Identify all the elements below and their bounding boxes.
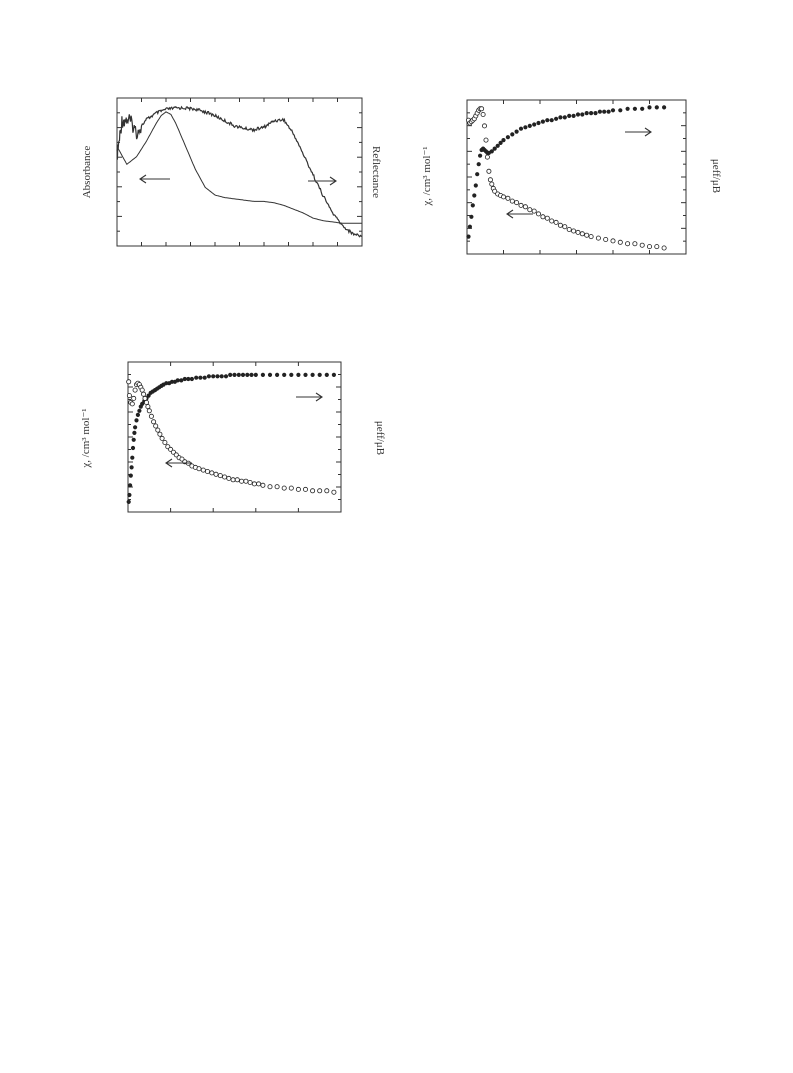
data-point-open bbox=[558, 223, 562, 227]
series-group bbox=[466, 105, 666, 250]
data-point-filled bbox=[130, 465, 134, 469]
data-point-filled bbox=[215, 374, 219, 378]
data-point-filled bbox=[563, 115, 567, 119]
series-group bbox=[127, 373, 336, 504]
data-point-filled bbox=[282, 373, 286, 377]
data-point-filled bbox=[127, 493, 131, 497]
data-point-filled bbox=[515, 130, 519, 134]
data-point-open bbox=[154, 424, 158, 428]
data-point-filled bbox=[585, 111, 589, 115]
data-point-filled bbox=[249, 373, 253, 377]
data-point-open bbox=[519, 203, 523, 207]
data-point-filled bbox=[132, 438, 136, 442]
data-point-open bbox=[640, 243, 644, 247]
data-point-open bbox=[218, 474, 222, 478]
data-point-open bbox=[257, 482, 261, 486]
data-point-filled bbox=[268, 373, 272, 377]
y-axis-label-left: χ, /cm³ mol⁻¹ bbox=[80, 408, 92, 468]
data-point-filled bbox=[580, 112, 584, 116]
data-point-open bbox=[325, 489, 329, 493]
data-point-open bbox=[528, 208, 532, 212]
data-point-filled bbox=[220, 374, 224, 378]
absorbance-series-line bbox=[117, 112, 362, 223]
y-axis-label-right: μeff/μB bbox=[710, 158, 722, 194]
data-point-open bbox=[163, 440, 167, 444]
data-point-filled bbox=[296, 373, 300, 377]
data-point-open bbox=[490, 182, 494, 186]
data-point-open bbox=[296, 487, 300, 491]
data-point-open bbox=[484, 138, 488, 142]
data-point-filled bbox=[466, 235, 470, 239]
data-point-filled bbox=[136, 413, 140, 417]
data-point-open bbox=[585, 233, 589, 237]
data-point-filled bbox=[176, 378, 180, 382]
data-point-open bbox=[536, 212, 540, 216]
data-point-filled bbox=[576, 112, 580, 116]
data-point-filled bbox=[207, 374, 211, 378]
data-point-open bbox=[133, 388, 137, 392]
data-point-open bbox=[501, 195, 505, 199]
data-point-filled bbox=[237, 373, 241, 377]
data-point-open bbox=[318, 489, 322, 493]
data-point-open bbox=[248, 480, 252, 484]
data-point-filled bbox=[523, 125, 527, 129]
data-point-filled bbox=[245, 373, 249, 377]
data-point-open bbox=[567, 227, 571, 231]
data-point-open bbox=[147, 409, 151, 413]
data-point-filled bbox=[593, 111, 597, 115]
data-point-open bbox=[332, 490, 336, 494]
data-point-filled bbox=[130, 456, 134, 460]
data-point-open bbox=[303, 487, 307, 491]
data-point-open bbox=[647, 245, 651, 249]
data-point-filled bbox=[332, 373, 336, 377]
data-point-open bbox=[201, 468, 205, 472]
data-point-filled bbox=[626, 107, 630, 111]
data-point-open bbox=[572, 229, 576, 233]
data-point-filled bbox=[558, 115, 562, 119]
data-point-filled bbox=[194, 376, 198, 380]
data-point-filled bbox=[510, 132, 514, 136]
data-point-open bbox=[626, 242, 630, 246]
data-point-open bbox=[510, 199, 514, 203]
data-point-open bbox=[227, 476, 231, 480]
data-point-open bbox=[485, 155, 489, 159]
data-point-open bbox=[132, 396, 136, 400]
plot-frame bbox=[117, 98, 362, 246]
data-point-filled bbox=[311, 373, 315, 377]
data-point-filled bbox=[567, 114, 571, 118]
data-point-filled bbox=[602, 110, 606, 114]
data-point-filled bbox=[127, 500, 131, 504]
data-point-filled bbox=[477, 162, 481, 166]
data-point-open bbox=[563, 225, 567, 229]
data-point-filled bbox=[132, 431, 136, 435]
data-point-open bbox=[618, 240, 622, 244]
data-point-open bbox=[550, 219, 554, 223]
data-point-filled bbox=[501, 138, 505, 142]
data-point-open bbox=[576, 230, 580, 234]
data-point-open bbox=[633, 242, 637, 246]
data-point-filled bbox=[228, 373, 232, 377]
data-point-open bbox=[523, 205, 527, 209]
series-group bbox=[117, 107, 362, 237]
data-point-filled bbox=[232, 373, 236, 377]
data-point-open bbox=[127, 394, 131, 398]
data-point-filled bbox=[528, 124, 532, 128]
data-point-open bbox=[655, 245, 659, 249]
data-point-open bbox=[146, 405, 150, 409]
reflectance-series-line bbox=[117, 107, 362, 237]
data-point-filled bbox=[545, 118, 549, 122]
data-point-open bbox=[282, 486, 286, 490]
data-point-filled bbox=[137, 409, 141, 413]
data-point-open bbox=[252, 482, 256, 486]
data-point-filled bbox=[472, 193, 476, 197]
data-point-filled bbox=[203, 376, 207, 380]
data-point-filled bbox=[134, 418, 138, 422]
magnetic-susceptibility-chart-top bbox=[421, 100, 722, 254]
data-point-filled bbox=[618, 108, 622, 112]
data-point-open bbox=[158, 432, 162, 436]
data-point-open bbox=[488, 178, 492, 182]
data-point-open bbox=[231, 478, 235, 482]
data-point-filled bbox=[275, 373, 279, 377]
data-point-filled bbox=[607, 110, 611, 114]
data-point-open bbox=[482, 124, 486, 128]
y-axis-label-right: Reflectance bbox=[370, 146, 382, 198]
y-axis-label-left: χ, /cm³ mol⁻¹ bbox=[421, 146, 433, 206]
data-point-open bbox=[611, 239, 615, 243]
data-point-filled bbox=[478, 154, 482, 158]
data-point-filled bbox=[325, 373, 329, 377]
data-point-open bbox=[197, 467, 201, 471]
data-point-filled bbox=[541, 120, 545, 124]
data-point-open bbox=[311, 489, 315, 493]
data-point-open bbox=[152, 420, 156, 424]
data-point-open bbox=[235, 478, 239, 482]
magnetic-susceptibility-chart-bottom bbox=[80, 362, 386, 512]
data-point-open bbox=[160, 436, 164, 440]
data-point-open bbox=[604, 237, 608, 241]
data-point-filled bbox=[647, 105, 651, 109]
data-point-filled bbox=[640, 107, 644, 111]
data-point-open bbox=[210, 471, 214, 475]
data-point-open bbox=[144, 400, 148, 404]
data-point-open bbox=[223, 475, 227, 479]
data-point-filled bbox=[131, 446, 135, 450]
data-point-open bbox=[149, 414, 153, 418]
data-point-filled bbox=[471, 203, 475, 207]
data-point-filled bbox=[475, 172, 479, 176]
absorbance-reflectance-chart bbox=[81, 98, 382, 246]
data-point-open bbox=[515, 201, 519, 205]
data-point-filled bbox=[572, 114, 576, 118]
data-point-open bbox=[589, 235, 593, 239]
tick-marks bbox=[117, 98, 362, 246]
data-point-filled bbox=[261, 373, 265, 377]
y-axis-label-left: Absorbance bbox=[81, 145, 93, 199]
data-point-filled bbox=[589, 111, 593, 115]
data-point-filled bbox=[655, 105, 659, 109]
data-point-open bbox=[541, 215, 545, 219]
data-point-open bbox=[140, 388, 144, 392]
data-point-open bbox=[289, 486, 293, 490]
data-point-open bbox=[481, 112, 485, 116]
data-point-filled bbox=[198, 376, 202, 380]
data-point-filled bbox=[318, 373, 322, 377]
data-point-open bbox=[532, 209, 536, 213]
data-point-open bbox=[480, 107, 484, 111]
data-point-open bbox=[662, 246, 666, 250]
data-point-filled bbox=[598, 110, 602, 114]
data-point-open bbox=[545, 216, 549, 220]
data-point-filled bbox=[633, 107, 637, 111]
data-point-open bbox=[596, 236, 600, 240]
data-point-filled bbox=[532, 122, 536, 126]
data-point-filled bbox=[129, 474, 133, 478]
data-point-filled bbox=[241, 373, 245, 377]
data-point-filled bbox=[186, 377, 190, 381]
data-point-open bbox=[268, 485, 272, 489]
data-point-filled bbox=[289, 373, 293, 377]
data-point-filled bbox=[128, 483, 132, 487]
data-point-open bbox=[506, 196, 510, 200]
data-point-open bbox=[275, 485, 279, 489]
data-point-open bbox=[261, 483, 265, 487]
data-point-open bbox=[580, 232, 584, 236]
data-point-open bbox=[205, 469, 209, 473]
data-point-filled bbox=[254, 373, 258, 377]
y-axis-label-right: μeff/μB bbox=[374, 420, 386, 456]
data-point-filled bbox=[211, 374, 215, 378]
data-point-filled bbox=[224, 374, 228, 378]
data-point-filled bbox=[550, 118, 554, 122]
data-point-filled bbox=[611, 108, 615, 112]
data-point-filled bbox=[190, 377, 194, 381]
data-point-filled bbox=[469, 215, 473, 219]
data-point-open bbox=[554, 220, 558, 224]
data-point-open bbox=[156, 428, 160, 432]
data-point-filled bbox=[554, 117, 558, 121]
data-point-filled bbox=[536, 121, 540, 125]
data-point-open bbox=[240, 479, 244, 483]
data-point-open bbox=[244, 479, 248, 483]
data-point-open bbox=[214, 472, 218, 476]
data-point-open bbox=[142, 392, 146, 396]
data-point-filled bbox=[133, 425, 137, 429]
data-point-open bbox=[130, 402, 134, 406]
data-point-open bbox=[127, 380, 131, 384]
data-point-open bbox=[487, 169, 491, 173]
data-point-filled bbox=[662, 105, 666, 109]
data-point-filled bbox=[506, 135, 510, 139]
data-point-filled bbox=[303, 373, 307, 377]
data-point-filled bbox=[519, 127, 523, 131]
data-point-open bbox=[143, 396, 147, 400]
data-point-filled bbox=[474, 183, 478, 187]
data-point-filled bbox=[468, 225, 472, 229]
